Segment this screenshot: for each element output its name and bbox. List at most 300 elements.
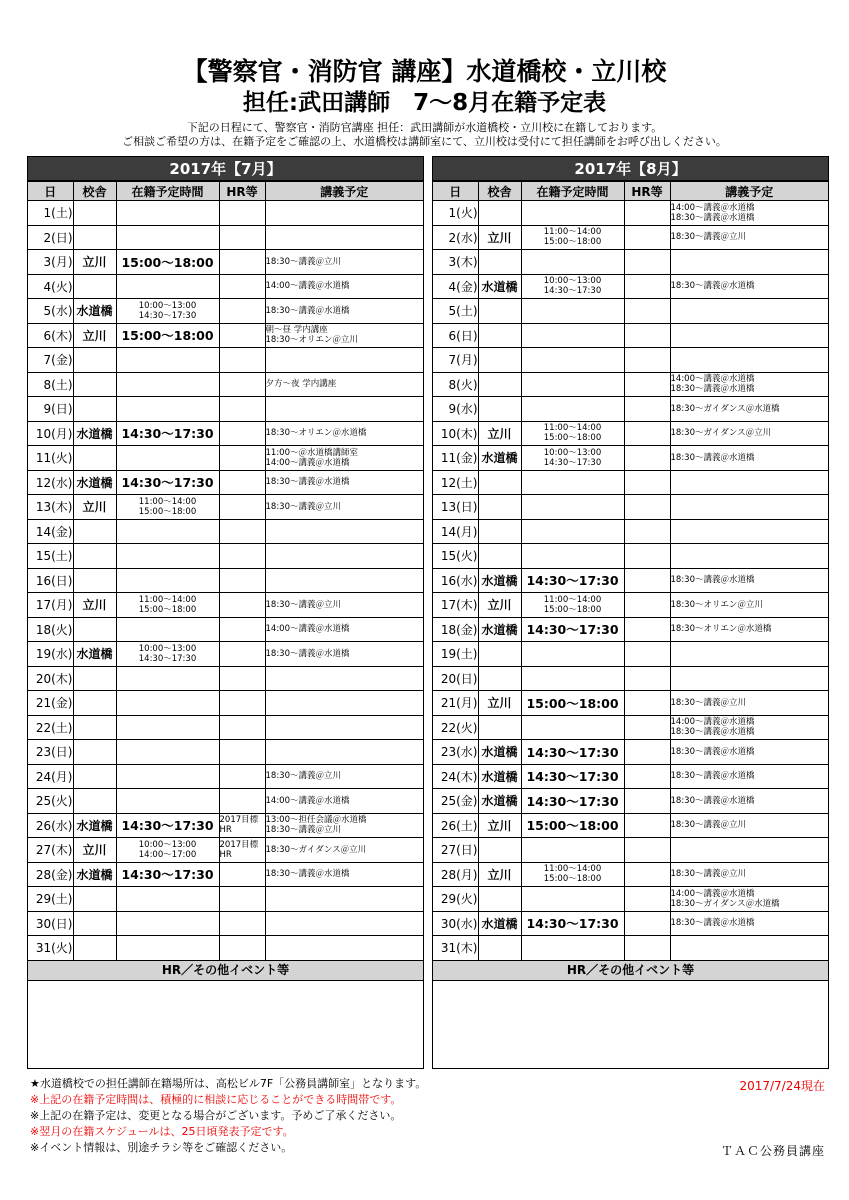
hr-cell xyxy=(219,740,265,765)
hr-cell xyxy=(219,691,265,716)
lecture-entry: 18:30～講義＠水道橋 xyxy=(670,575,755,586)
hr-cell xyxy=(219,323,265,348)
time-cell xyxy=(116,470,219,495)
lecture-cell xyxy=(265,372,423,397)
day-cell: 20(木) xyxy=(28,666,73,691)
table-row xyxy=(28,617,423,642)
time-cell xyxy=(116,936,219,961)
time-cell xyxy=(521,250,624,275)
time-cell xyxy=(521,446,624,471)
time-slot: 15:00～18:00 xyxy=(543,237,602,248)
time-cell xyxy=(521,348,624,373)
lecture-cell xyxy=(670,274,828,299)
time-slot: 15:00～18:00 xyxy=(121,328,214,344)
lecture-entry: 18:30～講義＠水道橋 xyxy=(670,746,755,757)
hr-cell xyxy=(624,274,670,299)
lecture-cell xyxy=(265,911,423,936)
time-cell xyxy=(116,593,219,618)
campus-cell: 立川 xyxy=(73,250,116,275)
lecture-entry: 14:00～講義＠水道橋 xyxy=(265,281,350,292)
lecture-cell xyxy=(670,887,828,912)
day-cell: 28(月) xyxy=(433,862,478,887)
hr-cell xyxy=(219,764,265,789)
time-cell xyxy=(521,225,624,250)
campus-cell xyxy=(478,372,521,397)
lecture-entry: 14:00～講義＠水道橋 xyxy=(670,888,755,899)
hr-cell xyxy=(219,519,265,544)
lecture-cell xyxy=(670,617,828,642)
col-header-hr: HR等 xyxy=(219,182,265,201)
time-slot: 14:30～17:30 xyxy=(121,426,214,442)
table-row xyxy=(28,470,423,495)
hr-cell xyxy=(219,201,265,226)
day-cell: 14(月) xyxy=(433,519,478,544)
table-row xyxy=(433,838,828,863)
day-cell: 9(水) xyxy=(433,397,478,422)
table-row xyxy=(433,250,828,275)
time-slot: 15:00～18:00 xyxy=(138,604,197,615)
hr-cell xyxy=(624,887,670,912)
table-row xyxy=(28,691,423,716)
lecture-entry: 18:30～講義＠立川 xyxy=(265,599,341,610)
day-cell: 6(日) xyxy=(433,323,478,348)
campus-cell: 水道橋 xyxy=(478,764,521,789)
lecture-cell xyxy=(265,593,423,618)
campus-cell xyxy=(478,323,521,348)
table-row xyxy=(433,593,828,618)
col-header-lecture: 講義予定 xyxy=(265,182,423,201)
hr-cell xyxy=(219,274,265,299)
hr-cell xyxy=(219,568,265,593)
hr-cell xyxy=(624,544,670,569)
lecture-entry: 14:00～講義＠水道橋 xyxy=(670,202,755,213)
time-cell xyxy=(521,274,624,299)
table-row xyxy=(28,421,423,446)
hr-cell xyxy=(624,397,670,422)
lecture-cell xyxy=(265,470,423,495)
lecture-entry: 13:00～担任会議＠水道橋 xyxy=(265,815,367,826)
day-cell: 13(日) xyxy=(433,495,478,520)
lecture-cell xyxy=(670,813,828,838)
campus-cell: 立川 xyxy=(478,691,521,716)
time-cell xyxy=(116,568,219,593)
time-cell xyxy=(521,323,624,348)
hr-cell xyxy=(219,642,265,667)
hr-cell xyxy=(624,348,670,373)
hr-cell xyxy=(219,862,265,887)
lecture-cell xyxy=(265,421,423,446)
campus-cell xyxy=(478,250,521,275)
hr-cell xyxy=(219,544,265,569)
time-cell xyxy=(116,348,219,373)
lecture-cell xyxy=(670,250,828,275)
lecture-cell xyxy=(265,201,423,226)
table-row xyxy=(433,813,828,838)
lecture-cell xyxy=(265,544,423,569)
lecture-cell xyxy=(670,495,828,520)
table-row xyxy=(433,348,828,373)
table-row xyxy=(28,544,423,569)
lecture-entry: 18:30～ガイダンス＠水道橋 xyxy=(670,898,780,909)
campus-cell xyxy=(73,372,116,397)
campus-cell xyxy=(73,274,116,299)
campus-cell xyxy=(478,299,521,324)
table-row xyxy=(28,666,423,691)
time-cell xyxy=(116,519,219,544)
campus-cell: 水道橋 xyxy=(478,568,521,593)
hr-cell xyxy=(624,225,670,250)
hr-cell xyxy=(624,789,670,814)
time-cell xyxy=(116,299,219,324)
lecture-cell xyxy=(670,764,828,789)
lecture-entry: 18:30～講義＠立川 xyxy=(670,820,746,831)
time-slot: 14:00～17:00 xyxy=(138,849,197,860)
table-row xyxy=(433,421,828,446)
day-cell: 7(月) xyxy=(433,348,478,373)
day-cell: 27(木) xyxy=(28,838,73,863)
lecture-cell xyxy=(670,691,828,716)
time-cell xyxy=(521,838,624,863)
day-cell: 15(土) xyxy=(28,544,73,569)
lecture-entry: 朝～昼 学内講座 xyxy=(265,325,328,336)
lecture-entry: 11:00～＠水道橋講師室 xyxy=(265,447,358,458)
campus-cell xyxy=(478,470,521,495)
campus-cell xyxy=(73,544,116,569)
day-cell: 19(水) xyxy=(28,642,73,667)
hr-cell xyxy=(624,715,670,740)
lecture-entry: 18:30～オリエン＠水道橋 xyxy=(265,428,367,439)
lecture-cell xyxy=(265,225,423,250)
day-cell: 20(日) xyxy=(433,666,478,691)
lecture-cell xyxy=(670,838,828,863)
lecture-entry: 18:30～講義＠水道橋 xyxy=(670,452,755,463)
table-row xyxy=(433,372,828,397)
campus-cell: 水道橋 xyxy=(73,299,116,324)
table-row xyxy=(28,593,423,618)
lecture-entry: 18:30～ガイダンス＠立川 xyxy=(670,428,772,439)
time-cell xyxy=(521,397,624,422)
time-slot: 11:00～14:00 xyxy=(138,594,197,605)
time-cell xyxy=(521,593,624,618)
campus-cell xyxy=(478,838,521,863)
col-header-time: 在籍予定時間 xyxy=(521,182,624,201)
lecture-cell xyxy=(670,666,828,691)
campus-cell: 立川 xyxy=(73,838,116,863)
lecture-cell xyxy=(670,201,828,226)
time-cell xyxy=(116,495,219,520)
hr-cell xyxy=(219,397,265,422)
organization-name: ＴＡＣ公務員講座 xyxy=(720,1144,825,1158)
campus-cell xyxy=(478,348,521,373)
day-cell: 22(土) xyxy=(28,715,73,740)
table-row xyxy=(433,568,828,593)
day-cell: 5(土) xyxy=(433,299,478,324)
lecture-entry: 18:30～講義＠立川 xyxy=(670,697,746,708)
hr-cell xyxy=(624,568,670,593)
day-cell: 22(火) xyxy=(433,715,478,740)
hr-cell xyxy=(219,887,265,912)
time-slot: 15:00～18:00 xyxy=(121,254,214,270)
lecture-entry: 18:30～講義＠水道橋 xyxy=(265,869,350,880)
table-row xyxy=(433,446,828,471)
table-row xyxy=(28,201,423,226)
hr-text: HR xyxy=(219,825,232,836)
time-slot: 14:30～17:30 xyxy=(121,867,214,883)
hr-text: 2017目標 xyxy=(219,815,259,826)
time-slot: 14:30～17:30 xyxy=(526,744,619,760)
campus-cell: 水道橋 xyxy=(73,470,116,495)
lecture-cell xyxy=(670,225,828,250)
lecture-cell xyxy=(670,862,828,887)
july-schedule-table xyxy=(28,182,423,961)
time-slot: 15:00～18:00 xyxy=(543,433,602,444)
lecture-cell xyxy=(265,887,423,912)
table-row xyxy=(433,887,828,912)
day-cell: 8(土) xyxy=(28,372,73,397)
day-cell: 10(月) xyxy=(28,421,73,446)
hr-cell xyxy=(219,715,265,740)
lecture-cell xyxy=(670,372,828,397)
time-slot: 14:30～17:30 xyxy=(543,286,602,297)
campus-cell xyxy=(73,225,116,250)
time-cell xyxy=(116,789,219,814)
lecture-entry: 18:30～講義＠立川 xyxy=(265,256,341,267)
time-cell xyxy=(521,936,624,961)
lecture-cell xyxy=(265,862,423,887)
table-row xyxy=(433,666,828,691)
lecture-cell xyxy=(265,715,423,740)
day-cell: 29(火) xyxy=(433,887,478,912)
day-cell: 26(水) xyxy=(28,813,73,838)
july-panel xyxy=(27,156,424,1069)
lecture-entry: 18:30～講義＠水道橋 xyxy=(670,795,755,806)
day-cell: 31(木) xyxy=(433,936,478,961)
hr-cell xyxy=(624,642,670,667)
time-cell xyxy=(116,911,219,936)
lecture-entry: 18:30～オリエン＠立川 xyxy=(265,335,358,346)
time-slot: 11:00～14:00 xyxy=(543,423,602,434)
page-title: 【警察官・消防官 講座】水道橋校・立川校 xyxy=(182,57,667,86)
time-slot: 10:00～13:00 xyxy=(138,300,197,311)
time-slot: 15:00～18:00 xyxy=(138,506,197,517)
campus-cell: 水道橋 xyxy=(73,642,116,667)
table-row xyxy=(28,225,423,250)
lecture-entry: 18:30～講義＠水道橋 xyxy=(265,477,350,488)
day-cell: 27(日) xyxy=(433,838,478,863)
table-row xyxy=(28,715,423,740)
lecture-cell xyxy=(265,519,423,544)
table-row xyxy=(433,642,828,667)
time-slot: 14:30～17:30 xyxy=(526,573,619,589)
lecture-entry: 夕方～夜 学内講座 xyxy=(265,379,337,390)
lecture-entry: 14:00～講義＠水道橋 xyxy=(265,624,350,635)
campus-cell xyxy=(73,789,116,814)
lecture-entry: 18:30～講義＠水道橋 xyxy=(265,648,350,659)
campus-cell: 水道橋 xyxy=(478,617,521,642)
lecture-cell xyxy=(265,764,423,789)
time-cell xyxy=(116,887,219,912)
campus-cell: 立川 xyxy=(478,593,521,618)
lecture-entry: 14:00～講義＠水道橋 xyxy=(670,374,755,385)
campus-cell xyxy=(73,519,116,544)
time-slot: 10:00～13:00 xyxy=(543,276,602,287)
table-row xyxy=(433,789,828,814)
august-events-header: HR／その他イベント等 xyxy=(433,961,828,981)
time-cell xyxy=(116,201,219,226)
time-cell xyxy=(116,617,219,642)
lecture-cell xyxy=(670,397,828,422)
lecture-cell xyxy=(265,348,423,373)
table-row xyxy=(433,617,828,642)
table-row xyxy=(28,397,423,422)
lecture-cell xyxy=(265,838,423,863)
hr-cell xyxy=(219,617,265,642)
note-subject-to-change: ※上記の在籍予定は、変更となる場合がございます。予めご了承ください。 xyxy=(30,1109,402,1122)
day-cell: 11(金) xyxy=(433,446,478,471)
day-cell: 29(土) xyxy=(28,887,73,912)
note-events: ※イベント情報は、別途チラシ等をご確認ください。 xyxy=(30,1141,293,1154)
time-cell xyxy=(521,617,624,642)
table-row xyxy=(28,299,423,324)
lecture-cell xyxy=(265,666,423,691)
time-slot: 11:00～14:00 xyxy=(543,594,602,605)
august-schedule-table xyxy=(433,182,828,961)
hr-cell xyxy=(219,593,265,618)
lecture-entry: 18:30～講義＠立川 xyxy=(670,232,746,243)
lecture-entry: 18:30～講義＠水道橋 xyxy=(265,305,350,316)
time-cell xyxy=(521,519,624,544)
lecture-cell xyxy=(265,617,423,642)
lecture-cell xyxy=(670,421,828,446)
hr-cell xyxy=(624,593,670,618)
lecture-entry: 18:30～講義＠立川 xyxy=(265,771,341,782)
time-cell xyxy=(521,568,624,593)
hr-cell xyxy=(624,862,670,887)
time-cell xyxy=(116,666,219,691)
time-cell xyxy=(521,691,624,716)
table-row xyxy=(28,495,423,520)
hr-cell xyxy=(624,838,670,863)
table-row xyxy=(28,348,423,373)
hr-cell xyxy=(219,372,265,397)
hr-cell xyxy=(219,348,265,373)
time-cell xyxy=(116,764,219,789)
lecture-cell xyxy=(670,348,828,373)
table-row xyxy=(28,250,423,275)
table-row xyxy=(433,715,828,740)
lecture-cell xyxy=(265,495,423,520)
table-row xyxy=(433,519,828,544)
table-row xyxy=(433,201,828,226)
table-row xyxy=(433,764,828,789)
as-of-date: 2017/7/24現在 xyxy=(739,1079,825,1093)
hr-cell xyxy=(219,911,265,936)
day-cell: 30(日) xyxy=(28,911,73,936)
table-row xyxy=(433,495,828,520)
lecture-cell xyxy=(670,470,828,495)
time-cell xyxy=(116,838,219,863)
lecture-entry: 18:30～ガイダンス＠水道橋 xyxy=(670,403,780,414)
table-row xyxy=(28,936,423,961)
hr-cell xyxy=(219,470,265,495)
table-row xyxy=(28,323,423,348)
campus-cell xyxy=(73,397,116,422)
day-cell: 13(木) xyxy=(28,495,73,520)
day-cell: 4(火) xyxy=(28,274,73,299)
table-row xyxy=(28,838,423,863)
lecture-cell xyxy=(670,323,828,348)
time-slot: 10:00～13:00 xyxy=(138,839,197,850)
campus-cell xyxy=(73,715,116,740)
time-slot: 11:00～14:00 xyxy=(543,227,602,238)
col-header-campus: 校舎 xyxy=(478,182,521,201)
day-cell: 25(金) xyxy=(433,789,478,814)
august-panel xyxy=(432,156,829,1069)
lecture-entry: 18:30～講義＠立川 xyxy=(265,825,341,836)
time-cell xyxy=(521,764,624,789)
table-row xyxy=(433,691,828,716)
day-cell: 31(火) xyxy=(28,936,73,961)
day-cell: 26(土) xyxy=(433,813,478,838)
july-events-header: HR／その他イベント等 xyxy=(28,961,423,981)
hr-cell xyxy=(624,495,670,520)
time-slot: 15:00～18:00 xyxy=(526,695,619,711)
hr-cell xyxy=(624,372,670,397)
day-cell: 12(土) xyxy=(433,470,478,495)
lecture-entry: 14:00～講義＠水道橋 xyxy=(265,795,350,806)
campus-cell: 立川 xyxy=(478,813,521,838)
hr-cell xyxy=(624,299,670,324)
table-row xyxy=(433,911,828,936)
table-row xyxy=(28,446,423,471)
table-row xyxy=(28,887,423,912)
note-next-month: ※翌月の在籍スケジュールは、25日頃発表予定です。 xyxy=(30,1125,294,1138)
lecture-entry: 18:30～講義＠水道橋 xyxy=(670,918,755,929)
intro-line-2: ご相談ご希望の方は、在籍予定をご確認の上、水道橋校は講師室にて、立川校は受付にて担任講師をお呼び出しください。 xyxy=(122,135,727,148)
campus-cell xyxy=(73,764,116,789)
lecture-cell xyxy=(265,274,423,299)
campus-cell xyxy=(73,936,116,961)
hr-cell xyxy=(219,299,265,324)
campus-cell xyxy=(73,568,116,593)
day-cell: 6(木) xyxy=(28,323,73,348)
hr-cell xyxy=(624,250,670,275)
hr-cell xyxy=(624,911,670,936)
time-cell xyxy=(116,323,219,348)
day-cell: 11(火) xyxy=(28,446,73,471)
time-cell xyxy=(116,446,219,471)
lecture-cell xyxy=(670,911,828,936)
time-slot: 11:00～14:00 xyxy=(138,496,197,507)
table-row xyxy=(433,544,828,569)
table-row xyxy=(433,740,828,765)
campus-cell: 水道橋 xyxy=(478,274,521,299)
campus-cell xyxy=(478,642,521,667)
day-cell: 14(金) xyxy=(28,519,73,544)
campus-cell xyxy=(73,911,116,936)
lecture-entry: 18:30～オリエン＠立川 xyxy=(670,599,763,610)
lecture-entry: 14:00～講義＠水道橋 xyxy=(670,717,755,728)
time-slot: 10:00～13:00 xyxy=(138,643,197,654)
day-cell: 25(火) xyxy=(28,789,73,814)
table-row xyxy=(28,740,423,765)
table-row xyxy=(433,323,828,348)
campus-cell xyxy=(73,887,116,912)
intro-line-1: 下記の日程にて、警察官・消防官講座 担任：武田講師が水道橋校・立川校に在籍しております。 xyxy=(186,121,663,134)
lecture-entry: 14:00～講義＠水道橋 xyxy=(265,457,350,468)
table-row xyxy=(28,764,423,789)
time-cell xyxy=(521,911,624,936)
